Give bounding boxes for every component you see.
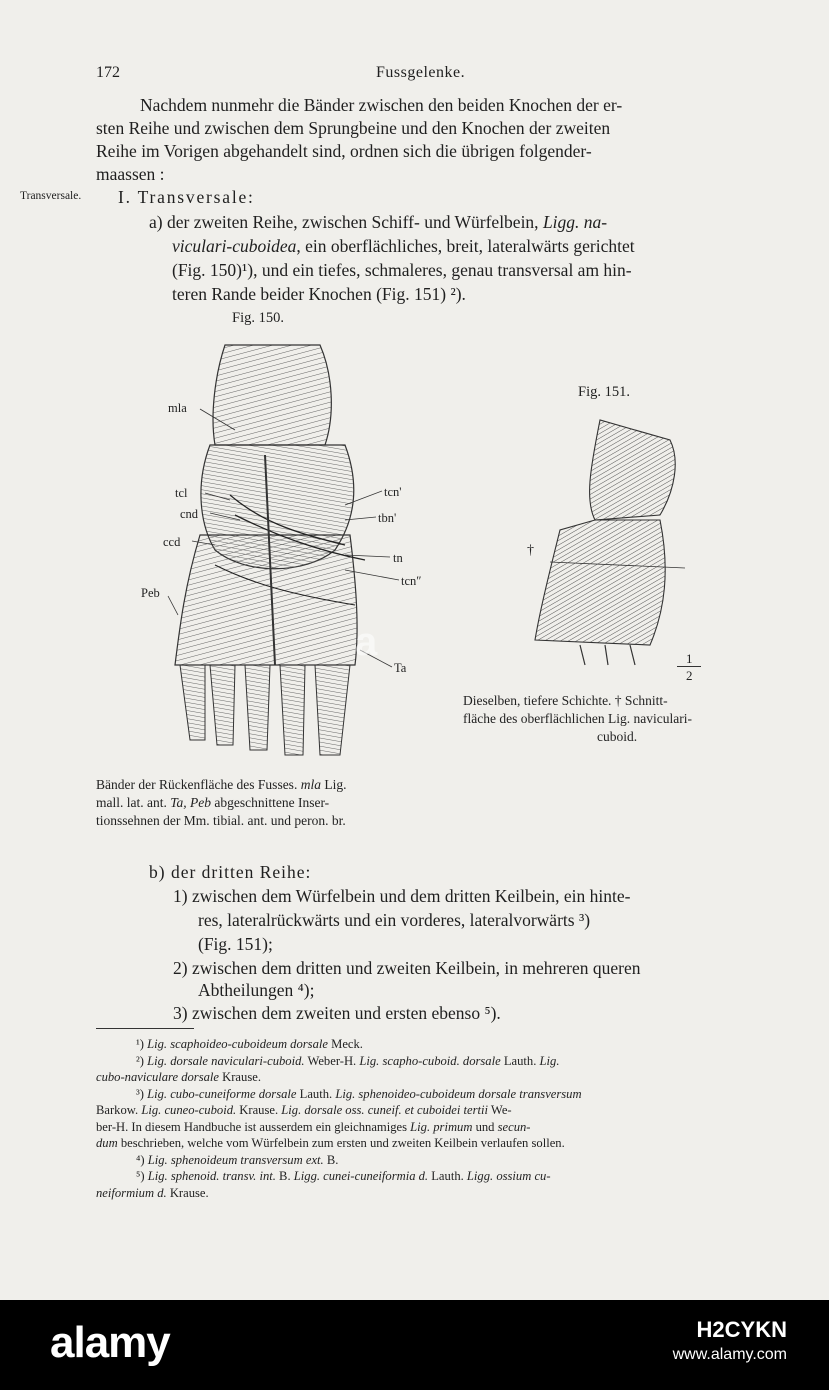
- para-b-item1-line-2: res, lateralrückwärts und ein vorderes, lateralvorwärts ³): [198, 910, 591, 930]
- fig150-title: Fig. 150.: [232, 310, 284, 326]
- footnote-text: Lig. dorsale oss. cuneif. et cuboidei tertii: [281, 1103, 489, 1117]
- site-url: www.alamy.com: [672, 1346, 787, 1363]
- footnote-text: Lauth.: [296, 1086, 336, 1101]
- footnote-text: Lig. sphenoid. transv. int.: [147, 1169, 276, 1183]
- footnote-text: Barkow.: [96, 1103, 142, 1117]
- para-a-line-4: teren Rande beider Knochen (Fig. 151) ²).: [172, 284, 466, 304]
- footnote-text: Lig.: [539, 1053, 560, 1068]
- footnote-mark: ²): [136, 1053, 148, 1068]
- label-tbn1: tbn': [378, 511, 397, 525]
- footnotes: [96, 1036, 754, 1201]
- footnote-text: We-: [488, 1103, 512, 1117]
- fig151-caption-line-2: fläche des oberflächlichen Lig. naviculari-: [463, 711, 693, 726]
- page-number: 172: [96, 64, 120, 81]
- intro-line-2: sten Reihe und zwischen dem Sprungbeine und den Knochen der zweiten: [96, 118, 611, 138]
- footnote-text: B.: [275, 1169, 294, 1183]
- footnote-text: Ligg. cunei-cuneiformia d.: [293, 1169, 429, 1183]
- section-heading: I. Transversale:: [118, 187, 255, 207]
- footnote-text: Krause.: [236, 1103, 282, 1117]
- footnote-line: [96, 1086, 754, 1103]
- footnote-text: Weber-H.: [304, 1053, 360, 1068]
- footnote-text: und: [472, 1119, 498, 1134]
- label-tcn1: tcn': [384, 485, 402, 499]
- label-peb: Peb: [141, 586, 160, 600]
- fig151-caption-line-3: cuboid.: [597, 729, 638, 744]
- para-a-line-3: (Fig. 150)¹), und ein tiefes, schmaleres, genau transversal am hin-: [172, 260, 632, 280]
- label-tcl: tcl: [175, 486, 188, 500]
- watermark-center: a: [355, 620, 378, 664]
- footnote-text: Lig. dorsale naviculari-cuboid.: [147, 1053, 305, 1068]
- image-id: H2CYKN: [696, 1317, 787, 1342]
- fig151-illustration: [520, 410, 700, 670]
- footnote-text: neiformium d.: [96, 1185, 167, 1200]
- fig151-title: Fig. 151.: [578, 384, 630, 400]
- margin-note: Transversale.: [20, 190, 82, 202]
- footnote-text: beschrieben, welche vom Würfelbein zum ersten und zweiten Keilbein verlaufen sollen.: [117, 1136, 565, 1150]
- footnote-mark: ⁴): [136, 1152, 148, 1167]
- footnote-text: Lig. sphenoideum transversum ext.: [147, 1152, 324, 1167]
- label-ta: Ta: [394, 661, 407, 675]
- fig150-caption-line-2: mall. lat. ant. Ta, Peb abgeschnittene Inser-: [96, 795, 330, 810]
- footnote-text: B.: [323, 1152, 339, 1167]
- fig151-dagger: †: [527, 543, 534, 558]
- footnote-text: Ligg. ossium cu-: [466, 1169, 551, 1183]
- para-b-item2-line-1: 2) zwischen dem dritten und zweiten Keilbein, in mehreren queren: [173, 958, 641, 978]
- footnote-text: Lig. cuneo-cuboid.: [141, 1103, 237, 1117]
- footnote-mark: ⁵): [136, 1169, 148, 1183]
- para-b-item1-line-1: 1) zwischen dem Würfelbein und dem dritten Keilbein, ein hinte-: [173, 886, 631, 906]
- footnote-text: Lig. cubo-cuneiforme dorsale: [147, 1086, 297, 1101]
- branding-banner: [0, 1300, 829, 1390]
- footnote-text: ber-H. In diesem Handbuche ist ausserdem ein gleichnamiges: [96, 1119, 411, 1134]
- para-a-line-2: viculari-cuboidea, ein oberflächliches, breit, lateralwärts gerichtet: [172, 236, 635, 256]
- intro-line-3: Reihe im Vorigen abgehandelt sind, ordnen sich die übrigen folgender-: [96, 141, 592, 161]
- fig151-caption-line-1: Dieselben, tiefere Schichte. † Schnitt-: [463, 693, 668, 708]
- para-b-heading: b) der dritten Reihe:: [149, 862, 312, 882]
- footnote-text: Krause.: [166, 1185, 209, 1200]
- footnote-text: Lig. primum: [410, 1119, 473, 1134]
- label-ccd: ccd: [163, 535, 181, 549]
- footnote-line: [96, 1135, 754, 1152]
- footnote-text: secun-: [497, 1119, 531, 1134]
- running-title: Fussgelenke.: [376, 64, 466, 81]
- fig150-caption-line-3: tionssehnen der Mm. tibial. ant. und peron. br.: [96, 813, 346, 828]
- footnote-line: [96, 1102, 754, 1119]
- alamy-logo: alamy: [50, 1318, 170, 1367]
- footnote-line: [96, 1053, 754, 1070]
- intro-line-1: Nachdem nunmehr die Bänder zwischen den beiden Knochen der er-: [140, 95, 623, 115]
- para-b-item1-line-3: (Fig. 151);: [198, 934, 273, 954]
- footnote-text: Lauth.: [500, 1053, 540, 1068]
- footnote-text: dum: [96, 1136, 118, 1150]
- footnote-text: Lig. scaphoideo-cuboideum dorsale: [147, 1037, 328, 1051]
- footnote-text: Krause.: [219, 1070, 261, 1084]
- para-b-item3-line-1: 3) zwischen dem zweiten und ersten ebenso ⁵).: [173, 1003, 501, 1023]
- footnote-line: [96, 1152, 754, 1169]
- footnote-text: Lig. sphenoideo-cuboideum dorsale transversum: [335, 1086, 582, 1101]
- fig150-caption-line-1: Bänder der Rückenfläche des Fusses. mla Lig.: [96, 777, 347, 792]
- label-tcn2: tcn″: [401, 574, 422, 588]
- footnote-line: [96, 1168, 754, 1185]
- footnote-text: Meck.: [327, 1037, 363, 1051]
- para-a-line-1: a) der zweiten Reihe, zwischen Schiff- und Würfelbein, Ligg. na-: [149, 212, 608, 232]
- footnote-line: [96, 1185, 754, 1202]
- footnote-text: Lig. scapho-cuboid. dorsale: [359, 1053, 501, 1068]
- footnote-text: cubo-naviculare dorsale: [96, 1070, 219, 1084]
- footnote-line: [96, 1119, 754, 1136]
- label-cnd: cnd: [180, 507, 199, 521]
- footnote-mark: ¹): [136, 1037, 148, 1051]
- footnote-line: [96, 1069, 754, 1086]
- label-tn: tn: [393, 551, 403, 565]
- para-b-item2-line-2: Abtheilungen ⁴);: [198, 980, 315, 1000]
- fig151-scale-num: 1: [686, 651, 693, 666]
- fig151-scale-bar: [677, 666, 701, 667]
- intro-line-4: maassen :: [96, 164, 165, 184]
- footnote-mark: ³): [136, 1086, 148, 1101]
- label-mla: mla: [168, 401, 187, 415]
- footnote-line: [96, 1036, 754, 1053]
- fig151-scale-den: 2: [686, 668, 693, 683]
- footnote-rule: [96, 1028, 194, 1029]
- footnote-text: Lauth.: [428, 1169, 467, 1183]
